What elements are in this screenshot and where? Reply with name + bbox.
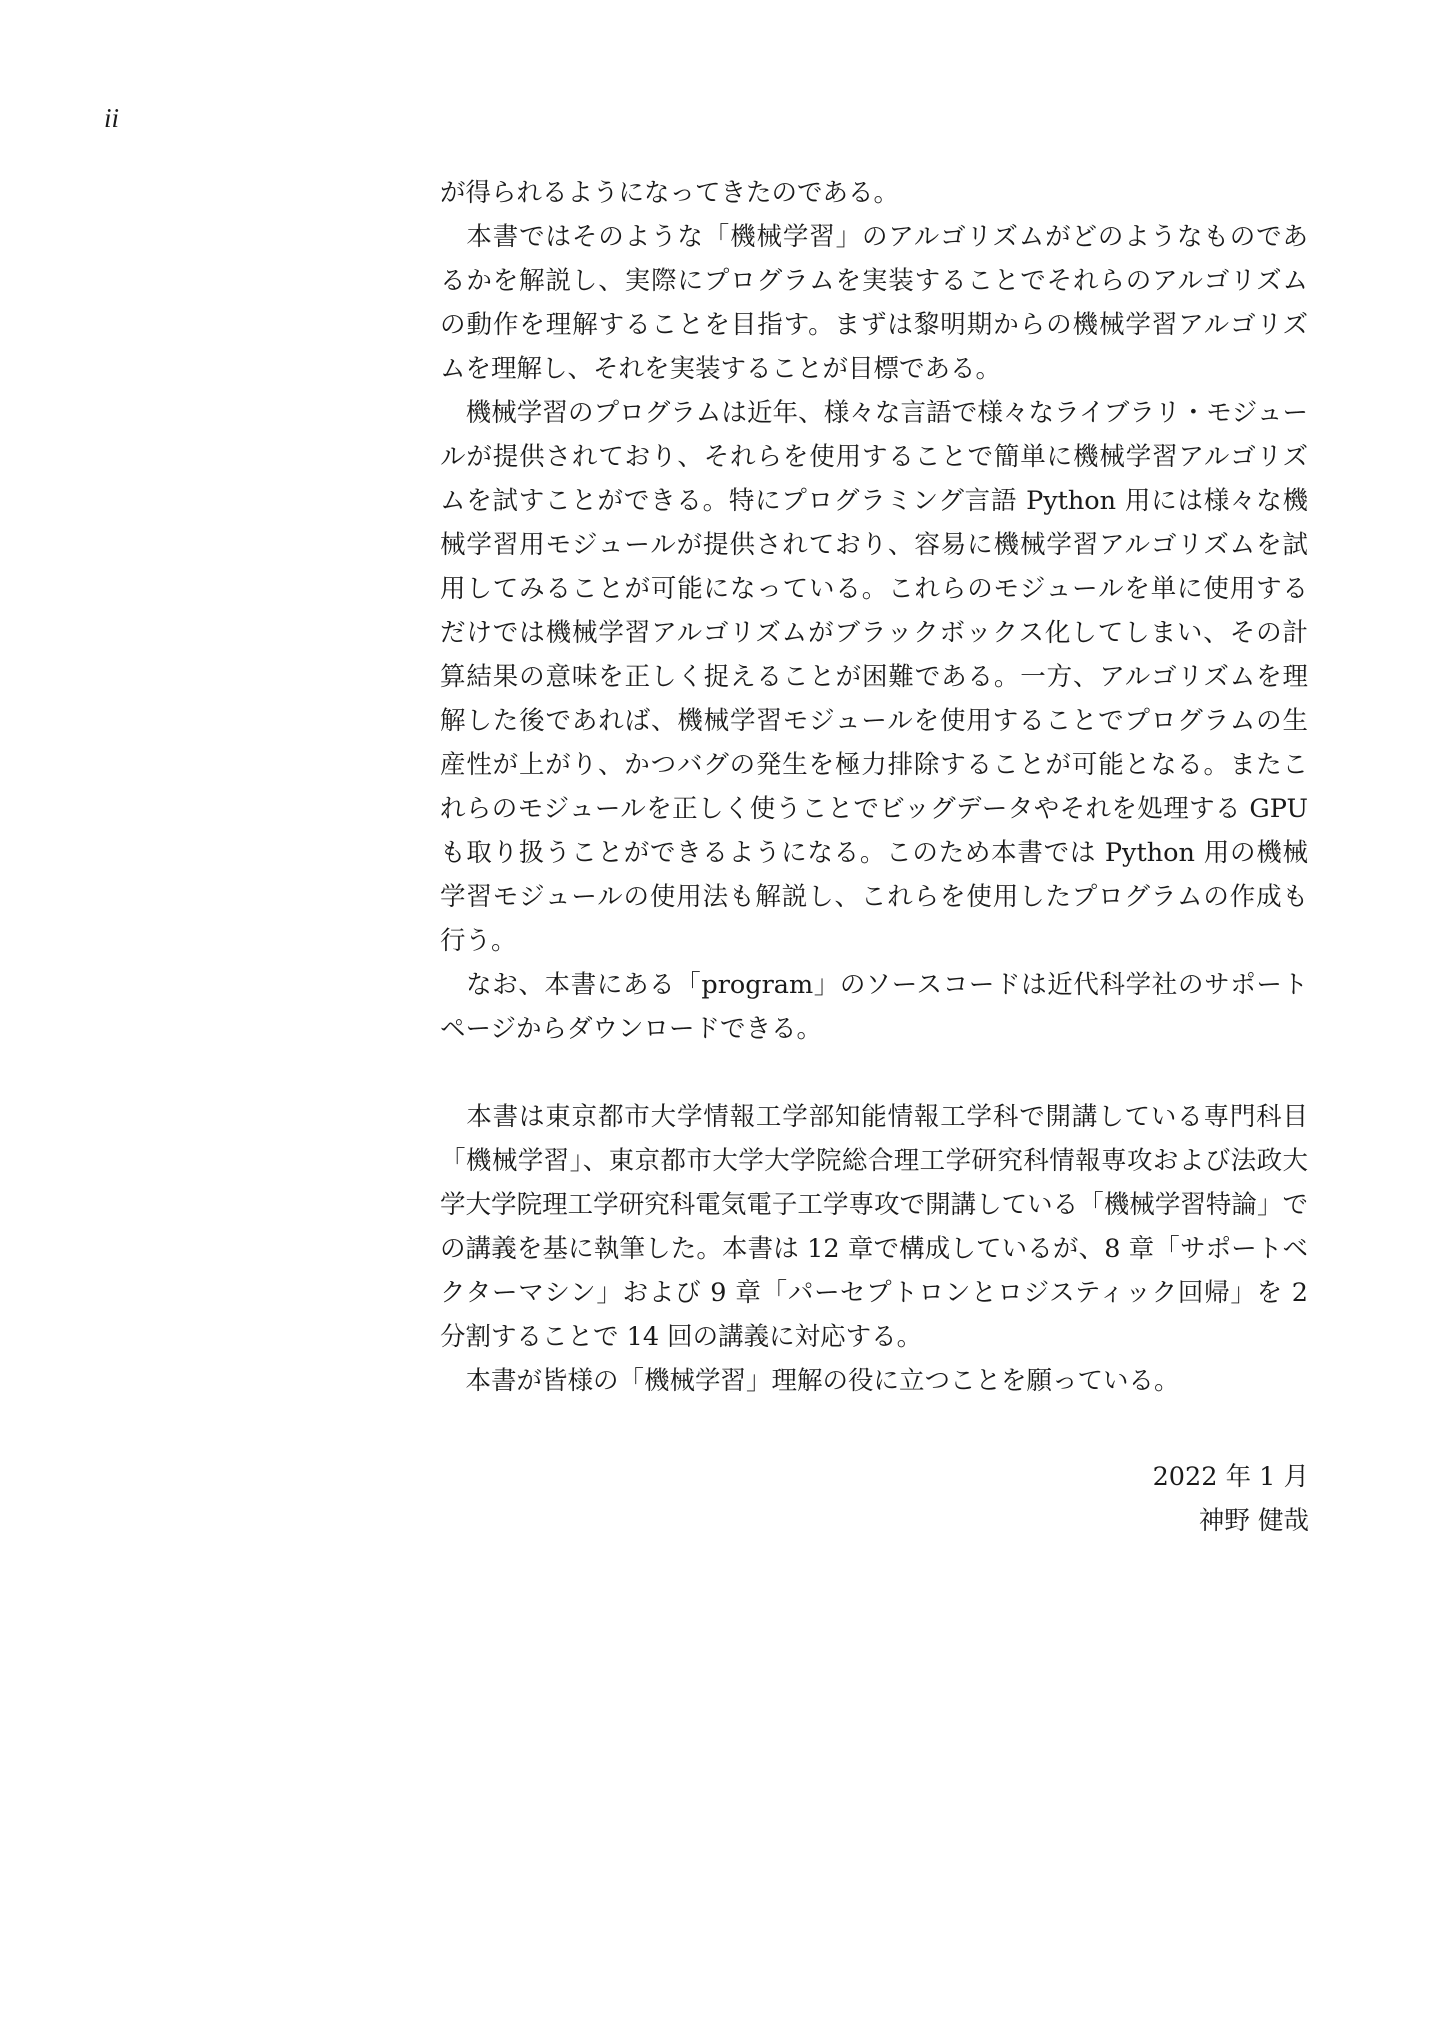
text-line: ルが提供されており、それらを使用することで簡単に機械学習アルゴリズ [440, 442, 1308, 472]
text-line: の動作を理解することを目指す。まずは黎明期からの機械学習アルゴリズ [440, 310, 1308, 340]
paragraph [440, 171, 1308, 215]
text-line: 「機械学習」、東京都市大学大学院総合理工学研究科情報専攻および法政大 [440, 1146, 1308, 1176]
text-line: が得られるようになってきたのである。 [440, 178, 900, 208]
text-line: も取り扱うことができるようになる。このため本書では Python 用の機械 [440, 838, 1308, 868]
text-line: 機械学習のプログラムは近年、様々な言語で様々なライブラリ・モジュー [440, 398, 1308, 428]
text-line: 学大学院理工学研究科電気電子工学専攻で開講している「機械学習特論」で [440, 1190, 1308, 1220]
text-line: 解した後であれば、機械学習モジュールを使用することでプログラムの生 [440, 706, 1308, 736]
text-line: なお、本書にある「program」のソースコードは近代科学社のサポート [440, 970, 1308, 1000]
paragraph [440, 963, 1308, 1051]
text-line: 械学習用モジュールが提供されており、容易に機械学習アルゴリズムを試 [440, 530, 1308, 560]
text-line: 本書は東京都市大学情報工学部知能情報工学科で開講している専門科目 [440, 1102, 1308, 1132]
text-line: 分割することで 14 回の講義に対応する。 [440, 1322, 923, 1352]
text-line: るかを解説し、実際にプログラムを実装することでそれらのアルゴリズム [440, 266, 1308, 296]
text-line: れらのモジュールを正しく使うことでビッグデータやそれを処理する GPU [440, 794, 1308, 824]
text-line: 本書が皆様の「機械学習」理解の役に立つことを願っている。 [440, 1366, 1180, 1396]
paragraph [440, 215, 1308, 391]
preface-body [440, 171, 1308, 1403]
paragraph [440, 1359, 1308, 1403]
text-line: 産性が上がり、かつバグの発生を極力排除することが可能となる。またこ [440, 750, 1308, 780]
text-line: 算結果の意味を正しく捉えることが困難である。一方、アルゴリズムを理 [440, 662, 1308, 692]
text-line: ムを試すことができる。特にプログラミング言語 Python 用には様々な機 [440, 486, 1308, 516]
text-line: 本書ではそのような「機械学習」のアルゴリズムがどのようなものであ [440, 222, 1308, 252]
signature-date: 2022 年 1 月 [1152, 1462, 1309, 1492]
text-line: クターマシン」および 9 章「パーセプトロンとロジスティック回帰」を 2 [440, 1278, 1308, 1308]
paragraph [440, 391, 1308, 963]
text-line: 行う。 [440, 926, 517, 956]
page-number: ii [104, 103, 120, 133]
text-line: 学習モジュールの使用法も解説し、これらを使用したプログラムの作成も [440, 882, 1308, 912]
signature-author: 神野 健哉 [1198, 1506, 1309, 1536]
text-line: ムを理解し、それを実装することが目標である。 [440, 354, 1002, 384]
paragraph [440, 1095, 1308, 1359]
section-gap [440, 1051, 1308, 1095]
text-line: 用してみることが可能になっている。これらのモジュールを単に使用する [440, 574, 1308, 604]
signature-block [1153, 1455, 1309, 1543]
text-line: の講義を基に執筆した。本書は 12 章で構成しているが、8 章「サポートベ [440, 1234, 1308, 1264]
text-line: だけでは機械学習アルゴリズムがブラックボックス化してしまい、その計 [440, 618, 1308, 648]
text-line: ページからダウンロードできる。 [440, 1014, 822, 1044]
